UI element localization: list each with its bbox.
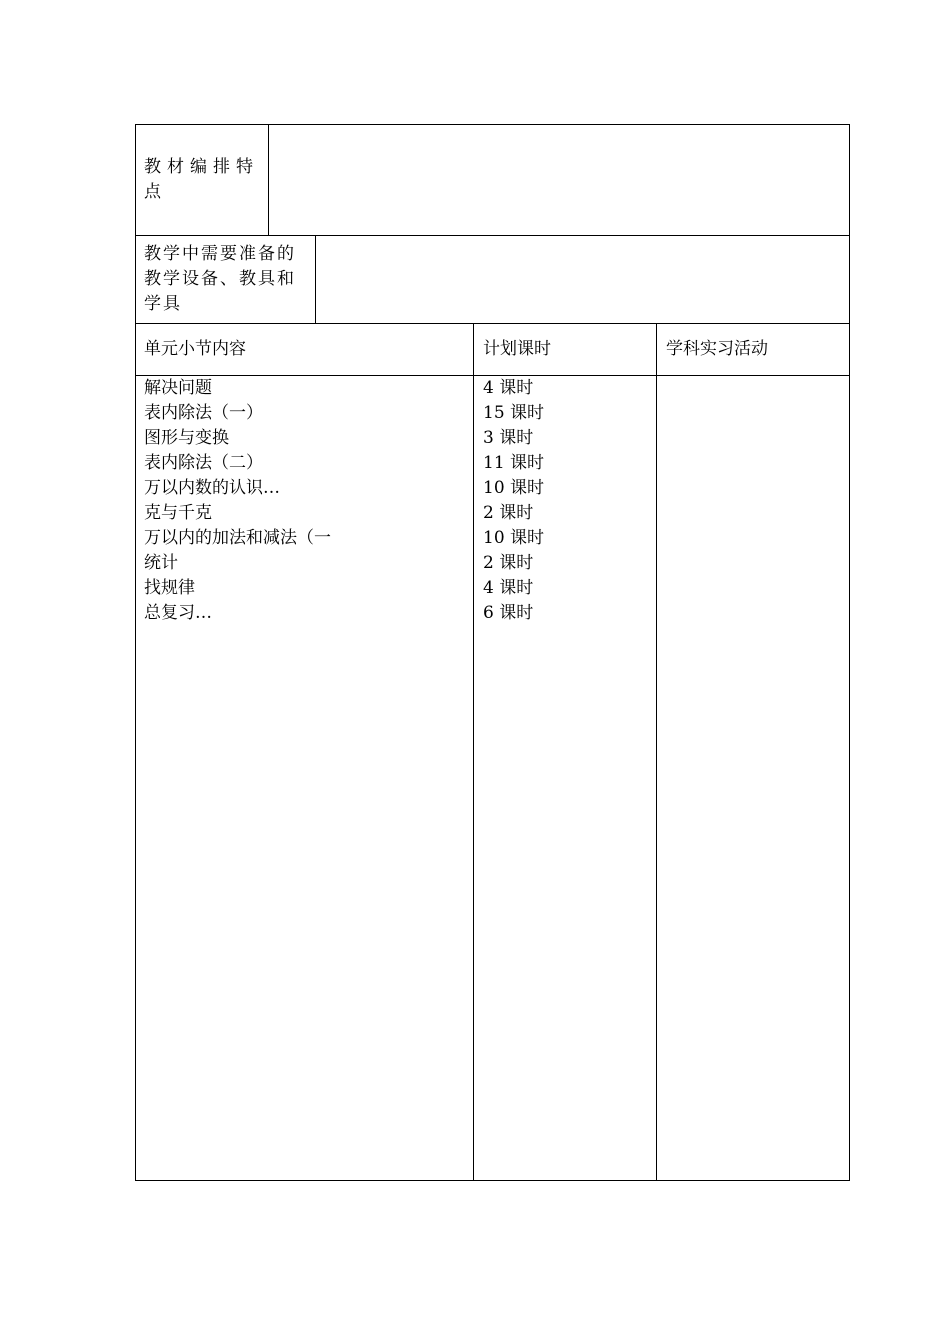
unit-hours: 6 课时 [483,603,534,623]
unit-name: 万以内的加法和减法（一 [144,528,331,548]
planned-hours-header: 计划课时 [483,339,551,359]
unit-hours: 4 课时 [483,578,534,598]
unit-name: 图形与变换 [144,428,229,448]
row-divider [135,323,850,324]
unit-hours: 10 课时 [483,528,545,548]
practice-activity-header: 学科实习活动 [666,339,768,359]
hours-list [483,376,544,626]
unit-hours: 15 课时 [483,403,545,423]
unit-hours: 2 课时 [483,553,534,573]
column-divider [473,323,474,1181]
unit-content-header: 单元小节内容 [144,339,246,359]
unit-name: 解决问题 [144,378,212,398]
unit-name: 克与千克 [144,503,212,523]
unit-list [144,376,331,626]
column-divider [315,235,316,324]
unit-name: 统计 [144,553,178,573]
unit-name: 总复习… [144,603,212,623]
unit-hours: 11 课时 [483,453,545,473]
unit-name: 万以内数的认识… [144,478,280,498]
unit-hours: 2 课时 [483,503,534,523]
equipment-label: 教学中需要准备的教学设备、教具和学具 [144,244,296,314]
unit-name: 表内除法（一） [144,403,263,423]
unit-hours: 10 课时 [483,478,545,498]
column-divider [656,323,657,1181]
unit-name: 找规律 [144,578,195,598]
textbook-features-label: 教材编排特点 [144,157,259,202]
unit-hours: 3 课时 [483,428,534,448]
unit-name: 表内除法（二） [144,453,263,473]
unit-hours: 4 课时 [483,378,534,398]
column-divider [268,124,269,236]
row-divider [135,235,850,236]
